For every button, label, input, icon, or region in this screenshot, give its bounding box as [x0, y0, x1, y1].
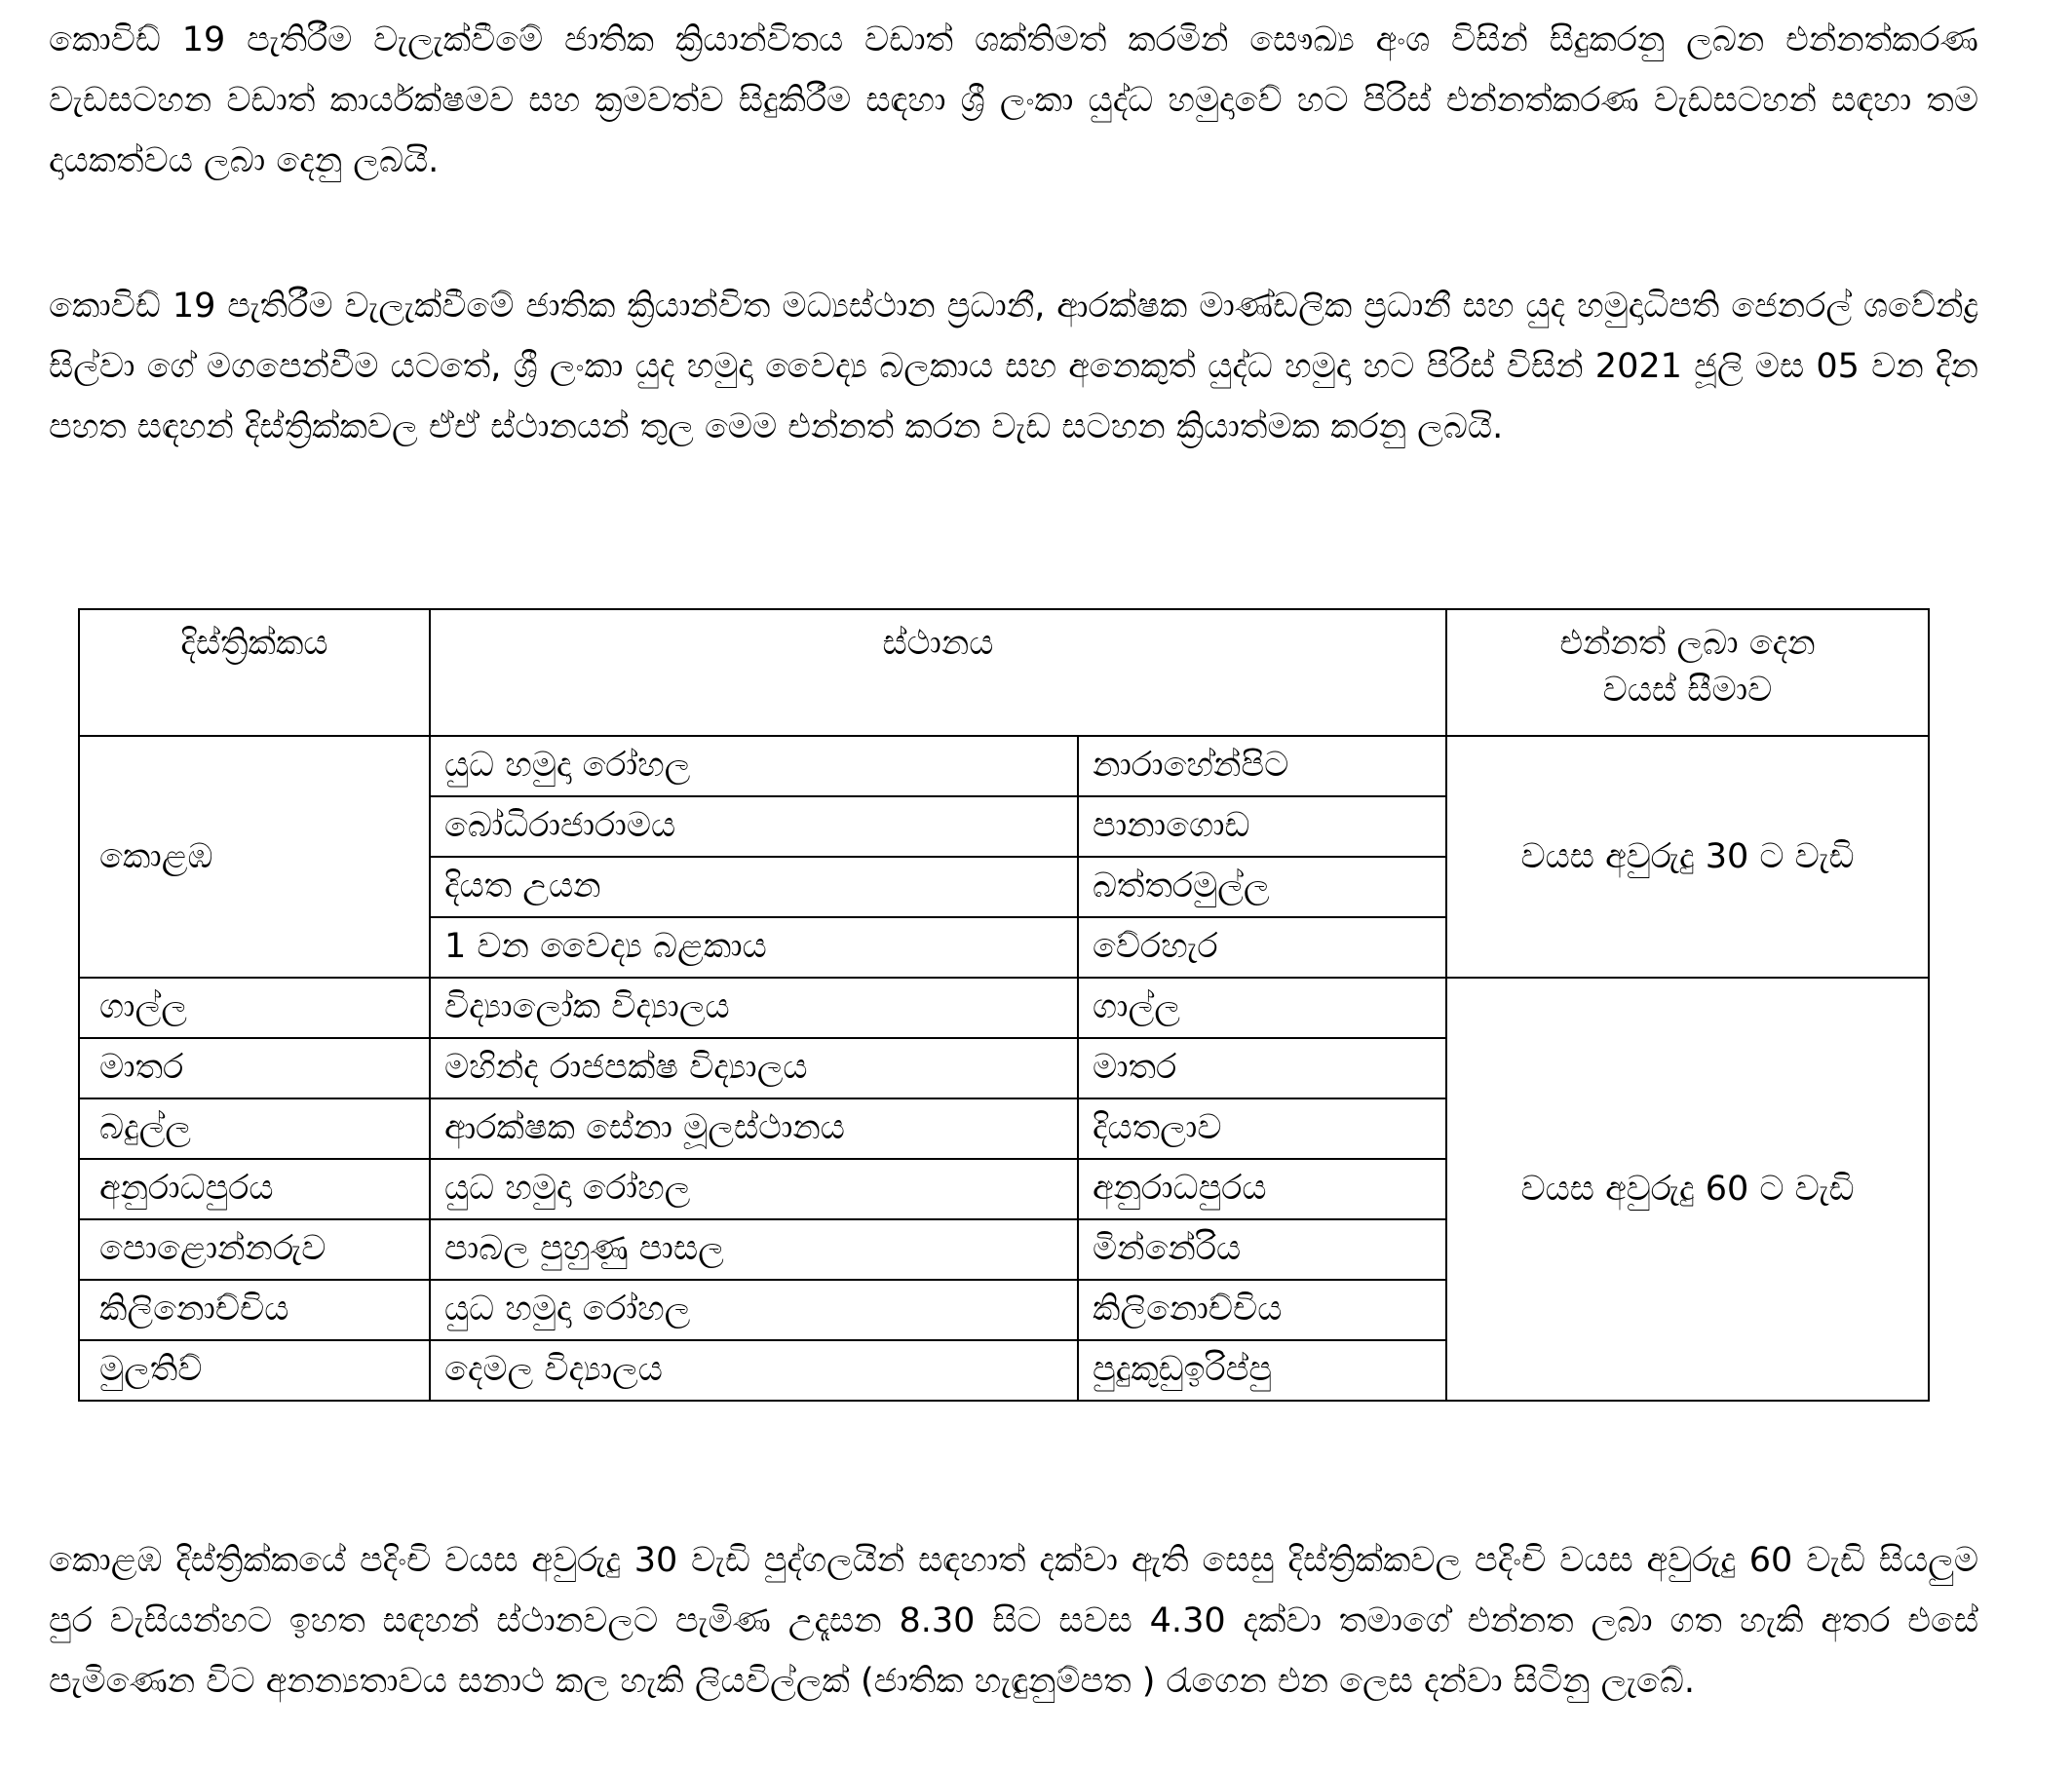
header-age-limit-line1: එන්නත් ලබා දෙන: [1559, 624, 1816, 663]
district-cell-colombo: කොළඹ: [79, 736, 430, 978]
age-limit-cell-60: වයස අවුරුදු 60 ට වැඩි: [1446, 978, 1929, 1401]
location-cell: අනුරාධපුරය: [1078, 1159, 1446, 1219]
location-cell: පානාගොඩ: [1078, 796, 1446, 857]
location-cell: දියතලාව: [1078, 1098, 1446, 1159]
venue-cell: බෝධිරාජාරාමය: [430, 796, 1078, 857]
operation-paragraph: කොවිඩ් 19 පැතිරීම වැලැක්වීමේ ජාතික ක්‍රියාන්විත මධ්‍යස්ථාන ප්‍රධානී, ආරක්ෂක මාණ්ඩලික ප්‍රධානී සහ යුද හමුදාධිපති ජෙනරල් ශවේන්ද්‍ර සිල්වා ගේ මගපෙන්වීම යටතේ, ශ්‍රී ලංකා යුද හමුදා වෛද්‍ය බලකාය සහ අනෙකුත් යුද්ධ හමුදා හට පිරිස් විසින් 2021 ජූලි මස 05 වන දින පහත සඳහන් දිස්ත්‍රික්කවල ඒඒ ස්ථානයන් තුල මෙම එන්නත් කරන වැඩ සටහන ක්‍රියාත්මක කරනු ලබයි.: [49, 287, 1978, 446]
location-cell: බත්තරමුල්ල: [1078, 857, 1446, 917]
venue-cell: ආරක්ෂක සේනා මූලස්ථානය: [430, 1098, 1078, 1159]
district-cell: අනුරාධපුරය: [79, 1159, 430, 1219]
venue-cell: යුධ හමුදා රෝහල: [430, 1280, 1078, 1340]
age-limit-cell-30: වයස අවුරුදු 30 ට වැඩි: [1446, 736, 1929, 978]
header-age-limit-line2: වයස් සීමාව: [1602, 671, 1773, 710]
venue-cell: යුධ හමුදා රෝහල: [430, 1159, 1078, 1219]
venue-cell: දියත උයන: [430, 857, 1078, 917]
vaccination-centres-table: [78, 608, 1930, 1402]
location-cell: වේරහැර: [1078, 917, 1446, 978]
intro-paragraph: කොවිඩ් 19 පැතිරීම වැලැක්වීමේ ජාතික ක්‍රියාන්විතය වඩාත් ශක්තිමත් කරමින් සෞඛ්‍ය අංශ විසින් සිදුකරනු ලබන එන්නත්කරණ වැඩසටහන වඩාත් කාර්යක්ෂමව සහ ක්‍රමවත්ව සිදුකිරීම සඳහා ශ්‍රී ලංකා යුද්ධ හමුදාවේ හට පිරිස් එන්නත්කරණ වැඩසටහන් සඳහා තම දායකත්වය ලබා දෙනු ලබයි.: [49, 20, 1978, 180]
header-age-limit: [1446, 609, 1929, 736]
location-cell: නාරාහේන්පිට: [1078, 736, 1446, 796]
notice-paragraph: කොළඹ දිස්ත්‍රික්කයේ පදිංචි වයස අවුරුදු 30 වැඩි පුද්ගලයින් සඳහාත් දක්වා ඇති සෙසු දිස්ත්‍රික්කවල පදිංචි වයස අවුරුදු 60 වැඩි සියලුම පුර වැසියන්හට ඉහත සඳහන් ස්ථානවලට පැමිණ උදෑසන 8.30 සිට සවස 4.30 දක්වා තමාගේ එන්නත ලබා ගත හැකි අතර එසේ පැමිණෙන විට අනන්‍යතාවය සනාථ කල හැකි ලියවිල්ලක් (ජාතික හැඳුනුම්පත ) රැගෙන එන ලෙස දන්වා සිටිනු ලැබේ.: [49, 1541, 1978, 1701]
venue-cell: විද්‍යාලෝක විද්‍යාලය: [430, 978, 1078, 1038]
table-row: [79, 978, 1929, 1038]
district-cell: ගාල්ල: [79, 978, 430, 1038]
district-cell: බදුල්ල: [79, 1098, 430, 1159]
location-cell: පුදුකුඩුඉරිප්පු: [1078, 1340, 1446, 1401]
venue-cell: 1 වන වෛද්‍ය බළකාය: [430, 917, 1078, 978]
district-cell: මුලතිව්: [79, 1340, 430, 1401]
location-cell: කිලිනොච්චිය: [1078, 1280, 1446, 1340]
district-cell: මාතර: [79, 1038, 430, 1098]
header-venue: ස්ථානය: [430, 609, 1446, 736]
venue-cell: මහින්ද රාජපක්ෂ විද්‍යාලය: [430, 1038, 1078, 1098]
location-cell: මාතර: [1078, 1038, 1446, 1098]
table-header-row: [79, 609, 1929, 736]
location-cell: ගාල්ල: [1078, 978, 1446, 1038]
venue-cell: පාබල පුහුණු පාසල: [430, 1219, 1078, 1280]
district-cell: කිලිනොච්චිය: [79, 1280, 430, 1340]
venue-cell: යුධ හමුදා රෝහල: [430, 736, 1078, 796]
location-cell: මින්නේරිය: [1078, 1219, 1446, 1280]
table-row: [79, 736, 1929, 796]
district-cell: පොළොන්නරුව: [79, 1219, 430, 1280]
header-district: දිස්ත්‍රික්කය: [79, 609, 430, 736]
venue-cell: දෙමල විද්‍යාලය: [430, 1340, 1078, 1401]
